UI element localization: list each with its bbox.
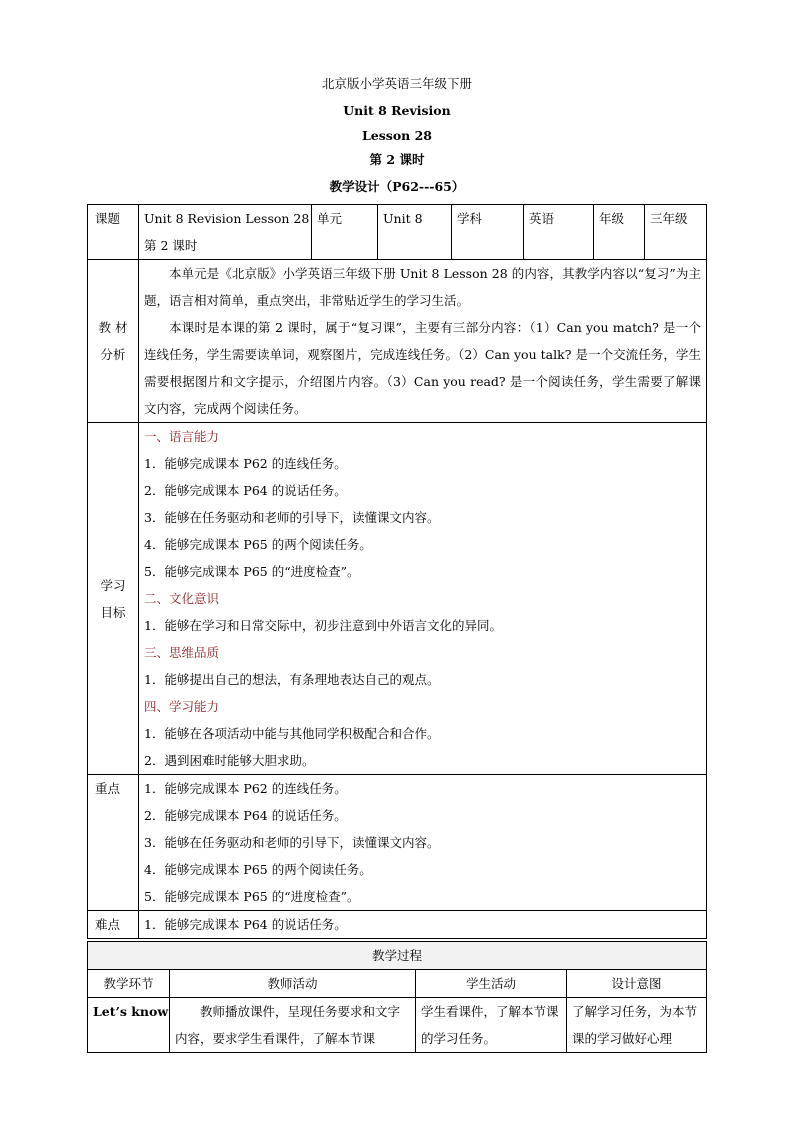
process-row (88, 998, 707, 1053)
process-header-row (88, 970, 707, 998)
analysis-paragraph-1: 本单元是《北京版》小学英语三年级下册 Unit 8 Lesson 28 的内容，其教学内容以“复习”为主题，语言相对简单，重点突出，非常贴近学生的学习生活。 (144, 266, 701, 308)
objective-language-item: 5．能够完成课本 P65 的“进度检查”。 (144, 564, 360, 579)
key-points-label: 重点 (88, 775, 139, 911)
analysis-paragraph-2: 本课时是本课的第 2 课时，属于“复习课”，主要有三部分内容：（1）Can you match? 是一个连线任务，学生需要读单词，观察图片，完成连线任务。（2）Can you talk? 是一个交流任务，学生需要根据图片和文字提示，介绍图片内容。（3）Can you read? 是一个阅读任务，学生需要了解课文内容，完成两个阅读任务。 (144, 320, 701, 416)
difficulties-label: 难点 (88, 911, 139, 939)
objectives-label-b: 目标 (100, 604, 126, 620)
analysis-label-a: 教 材 (98, 320, 128, 335)
objective-learning-item: 2．遇到困难时能够大胆求助。 (144, 753, 315, 768)
key-points-row (88, 775, 707, 911)
subject-value: 英语 (524, 205, 594, 260)
process-design-intent: 了解学习任务，为本节课的学习做好心理 (567, 998, 707, 1053)
objective-language-item: 2．能够完成课本 P64 的说话任务。 (144, 483, 347, 498)
objectives-row (88, 423, 707, 775)
process-title: 教学过程 (88, 942, 707, 970)
analysis-row (88, 260, 707, 423)
doc-title-design: 教学设计（P62---65） (329, 179, 465, 194)
unit-value: Unit 8 (378, 205, 452, 260)
key-point-item: 3．能够在任务驱动和老师的引导下，读懂课文内容。 (144, 835, 440, 850)
key-points-content (139, 775, 707, 911)
doc-title-lesson: Lesson 28 (362, 128, 432, 143)
key-point-item: 2．能够完成课本 P64 的说话任务。 (144, 808, 347, 823)
subject-label: 学科 (452, 205, 524, 260)
process-student-activity: 学生看课件，了解本节课的学习任务。 (416, 998, 567, 1053)
grade-value: 三年级 (645, 205, 707, 260)
objective-language-item: 3．能够在任务驱动和老师的引导下，读懂课文内容。 (144, 510, 440, 525)
unit-label: 单元 (312, 205, 378, 260)
process-title-row (88, 942, 707, 970)
process-col-intent: 设计意图 (567, 970, 707, 998)
topic-line-1: Unit 8 Revision Lesson 28 (144, 211, 310, 226)
key-point-item: 4．能够完成课本 P65 的两个阅读任务。 (144, 862, 372, 877)
objective-language-item: 1．能够完成课本 P62 的连线任务。 (144, 456, 347, 471)
objective-language-item: 4．能够完成课本 P65 的两个阅读任务。 (144, 537, 372, 552)
topic-line-2: 第 2 课时 (144, 238, 198, 253)
process-col-student: 学生活动 (416, 970, 567, 998)
process-teacher-activity (170, 998, 416, 1053)
objectives-heading-learning: 四、学习能力 (144, 699, 220, 714)
analysis-content (139, 260, 707, 423)
process-col-teacher: 教师活动 (170, 970, 416, 998)
difficulties-content (139, 911, 707, 939)
objectives-heading-language: 一、语言能力 (144, 429, 220, 444)
topic-label: 课题 (88, 205, 139, 260)
key-point-item: 5．能够完成课本 P65 的“进度检查”。 (144, 889, 360, 904)
objectives-heading-culture: 二、文化意识 (144, 591, 220, 606)
teacher-activity-text: 教师播放课件，呈现任务要求和文字内容，要求学生看课件，了解本节课 (175, 1004, 401, 1046)
doc-title-textbook: 北京版小学英语三年级下册 (321, 76, 472, 91)
difficulty-item: 1．能够完成课本 P64 的说话任务。 (144, 917, 347, 932)
objectives-label-a: 学习 (100, 577, 126, 593)
difficulties-row (88, 911, 707, 939)
objective-learning-item: 1．能够在各项活动中能与其他同学积极配合和合作。 (144, 726, 440, 741)
objectives-heading-thinking: 三、思维品质 (144, 645, 220, 660)
info-row (88, 205, 707, 260)
grade-label: 年级 (594, 205, 645, 260)
objectives-content (139, 423, 707, 775)
topic-value (139, 205, 312, 260)
objective-culture-item: 1．能够在学习和日常交际中，初步注意到中外语言文化的异同。 (144, 618, 502, 633)
doc-title-unit: Unit 8 Revision (343, 103, 451, 118)
objectives-label (88, 423, 139, 775)
lesson-info-table (87, 204, 707, 939)
process-table (87, 941, 707, 1053)
process-col-stage: 教学环节 (88, 970, 170, 998)
analysis-label-b: 分析 (100, 347, 126, 362)
analysis-label (88, 260, 139, 423)
process-stage: Let’s know (88, 998, 170, 1053)
doc-title-period: 第 2 课时 (369, 152, 425, 167)
objective-thinking-item: 1．能够提出自己的想法，有条理地表达自己的观点。 (144, 672, 440, 687)
key-point-item: 1．能够完成课本 P62 的连线任务。 (144, 781, 347, 796)
